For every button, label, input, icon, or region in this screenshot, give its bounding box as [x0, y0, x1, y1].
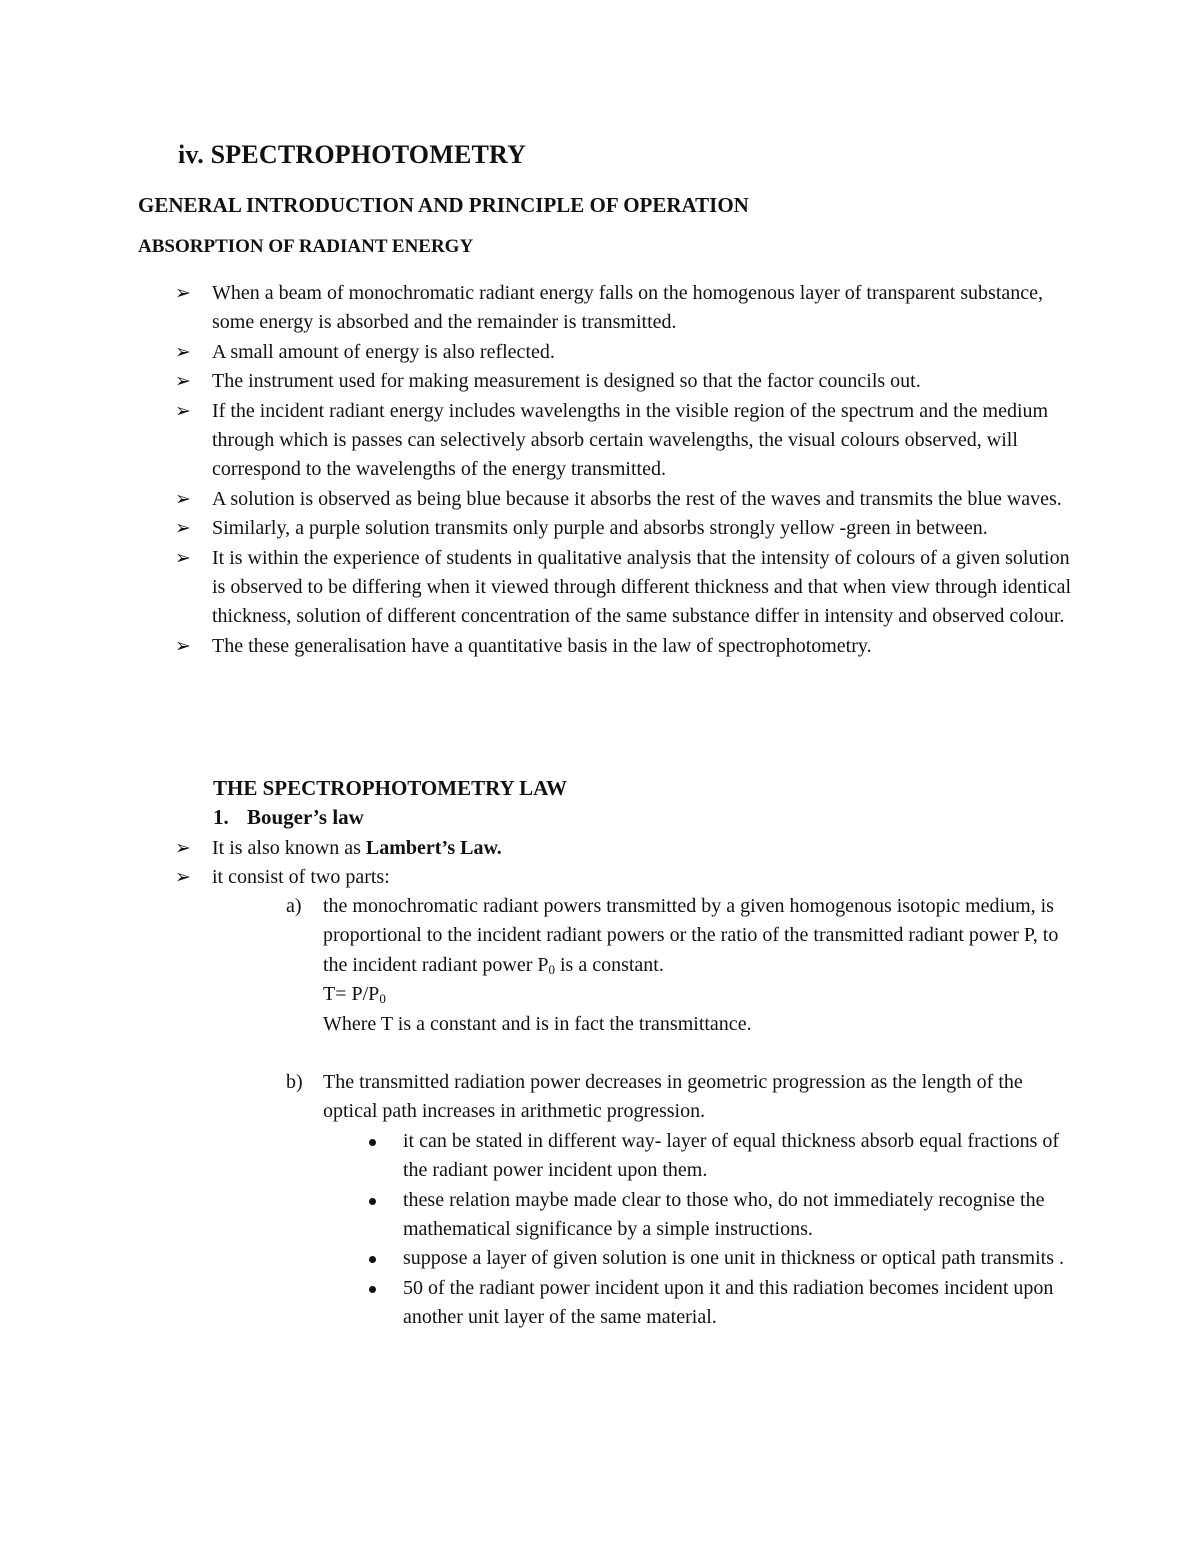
part-a: a) the monochromatic radiant powers transmitted by a given homogenous isotopic medium, is proportional to the incident radiant powers or the ratio of the transmitted radiant power P, to the incident radiant power $P_0$ is a constant. $T= P/P_0$ Where T is a constant and is in fact the transmittance.: [286, 892, 1076, 1039]
arrow-bullet-icon: ➢: [175, 837, 191, 859]
part-b-label: b): [286, 1071, 303, 1093]
arrow-bullet-icon: ➢: [175, 866, 191, 889]
law-bullet-list: [175, 834, 1075, 893]
list-item: suppose a layer of given solution is one unit in thickness or optical path transmits .: [363, 1244, 1076, 1273]
arrow-bullet-icon: ➢: [175, 370, 191, 393]
arrow-bullet-icon: ➢: [175, 487, 191, 510]
list-item: ➢ A small amount of energy is also reflected.: [175, 338, 1075, 367]
list-item: ➢ If the incident radiant energy includes wavelengths in the visible region of the spectrum and the medium through which is passes can selectively absorb certain wavelengths, the visual colours observed, will correspond to the wavelengths of the energy transmitted.: [175, 397, 1075, 485]
section-heading-law: THE SPECTROPHOTOMETRY LAW: [213, 776, 567, 800]
list-item: ➢ It is within the experience of students in qualitative analysis that the intensity of colours of a given solution is observed to be differing when it viewed through different thickness and that when view through identical thickness, solution of different concentration of the same substance differ in intensity and observed colour.: [175, 544, 1075, 632]
arrow-bullet-icon: ➢: [175, 517, 191, 540]
list-item: ➢ The these generalisation have a quantitative basis in the law of spectrophotometry.: [175, 632, 1075, 661]
lambert-law-term: Lambert’s Law.: [365, 837, 502, 859]
part-b-list: [286, 1068, 1076, 1333]
law-1-number: 1.: [213, 805, 229, 829]
list-item: ➢ A solution is observed as being blue because it absorbs the rest of the waves and transmits the blue waves.: [175, 485, 1075, 514]
part-b: b) The transmitted radiation power decreases in geometric progression as the length of the optical path increases in arithmetic progression. it can be stated in different way- layer of equal thickness absorb equal fractions of the radiant power incident upon them. these relation maybe made clear to those who, do not immediately recognise the mathematical significance by a simple instructions. suppose a layer of given solution is one unit in thickness or optical path transmits . 50 of the radiant power incident upon it and this radiation becomes incident upon another unit layer of the same material.: [286, 1068, 1076, 1333]
list-item: it can be stated in different way- layer of equal thickness absorb equal fractions of the radiant power incident upon them.: [363, 1127, 1076, 1186]
arrow-bullet-icon: ➢: [175, 399, 191, 422]
part-a-list: [286, 892, 1076, 1039]
section-heading-general: GENERAL INTRODUCTION AND PRINCIPLE OF OPERATION: [138, 193, 749, 217]
list-item: 50 of the radiant power incident upon it and this radiation becomes incident upon another unit layer of the same material.: [363, 1274, 1076, 1333]
transmittance-formula: T= P/P: [323, 983, 380, 1006]
list-item: ➢ When a beam of monochromatic radiant energy falls on the homogenous layer of transparent substance, some energy is absorbed and the remainder is transmitted.: [175, 279, 1075, 338]
bullet-dot-icon: [369, 1198, 376, 1205]
part-b-points: [363, 1127, 1076, 1333]
arrow-bullet-icon: ➢: [175, 634, 191, 657]
list-item: ➢ it consist of two parts:: [175, 863, 1075, 892]
bullet-dot-icon: [369, 1256, 376, 1263]
bullet-dot-icon: [369, 1139, 376, 1146]
part-a-label: a): [286, 895, 302, 917]
arrow-bullet-icon: ➢: [175, 282, 191, 304]
law-1-name: Bouger’s law: [247, 805, 364, 829]
list-item: ➢ Similarly, a purple solution transmits only purple and absorbs strongly yellow -green in between.: [175, 514, 1075, 543]
bullet-dot-icon: [369, 1286, 376, 1293]
absorption-bullet-list: [175, 279, 1075, 661]
arrow-bullet-icon: ➢: [175, 546, 191, 569]
law-1-heading: [213, 805, 364, 830]
section-heading-absorption: ABSORPTION OF RADIANT ENERGY: [138, 236, 474, 257]
list-item: ➢ It is also known as Lambert’s Law.: [175, 834, 1075, 863]
page-title: iv. SPECTROPHOTOMETRY: [178, 140, 527, 169]
list-item: these relation maybe made clear to those who, do not immediately recognise the mathematical significance by a simple instructions.: [363, 1186, 1076, 1245]
list-item: ➢ The instrument used for making measurement is designed so that the factor councils out.: [175, 367, 1075, 396]
arrow-bullet-icon: ➢: [175, 340, 191, 363]
transmittance-note: Where T is a constant and is in fact the transmittance.: [323, 1012, 752, 1035]
